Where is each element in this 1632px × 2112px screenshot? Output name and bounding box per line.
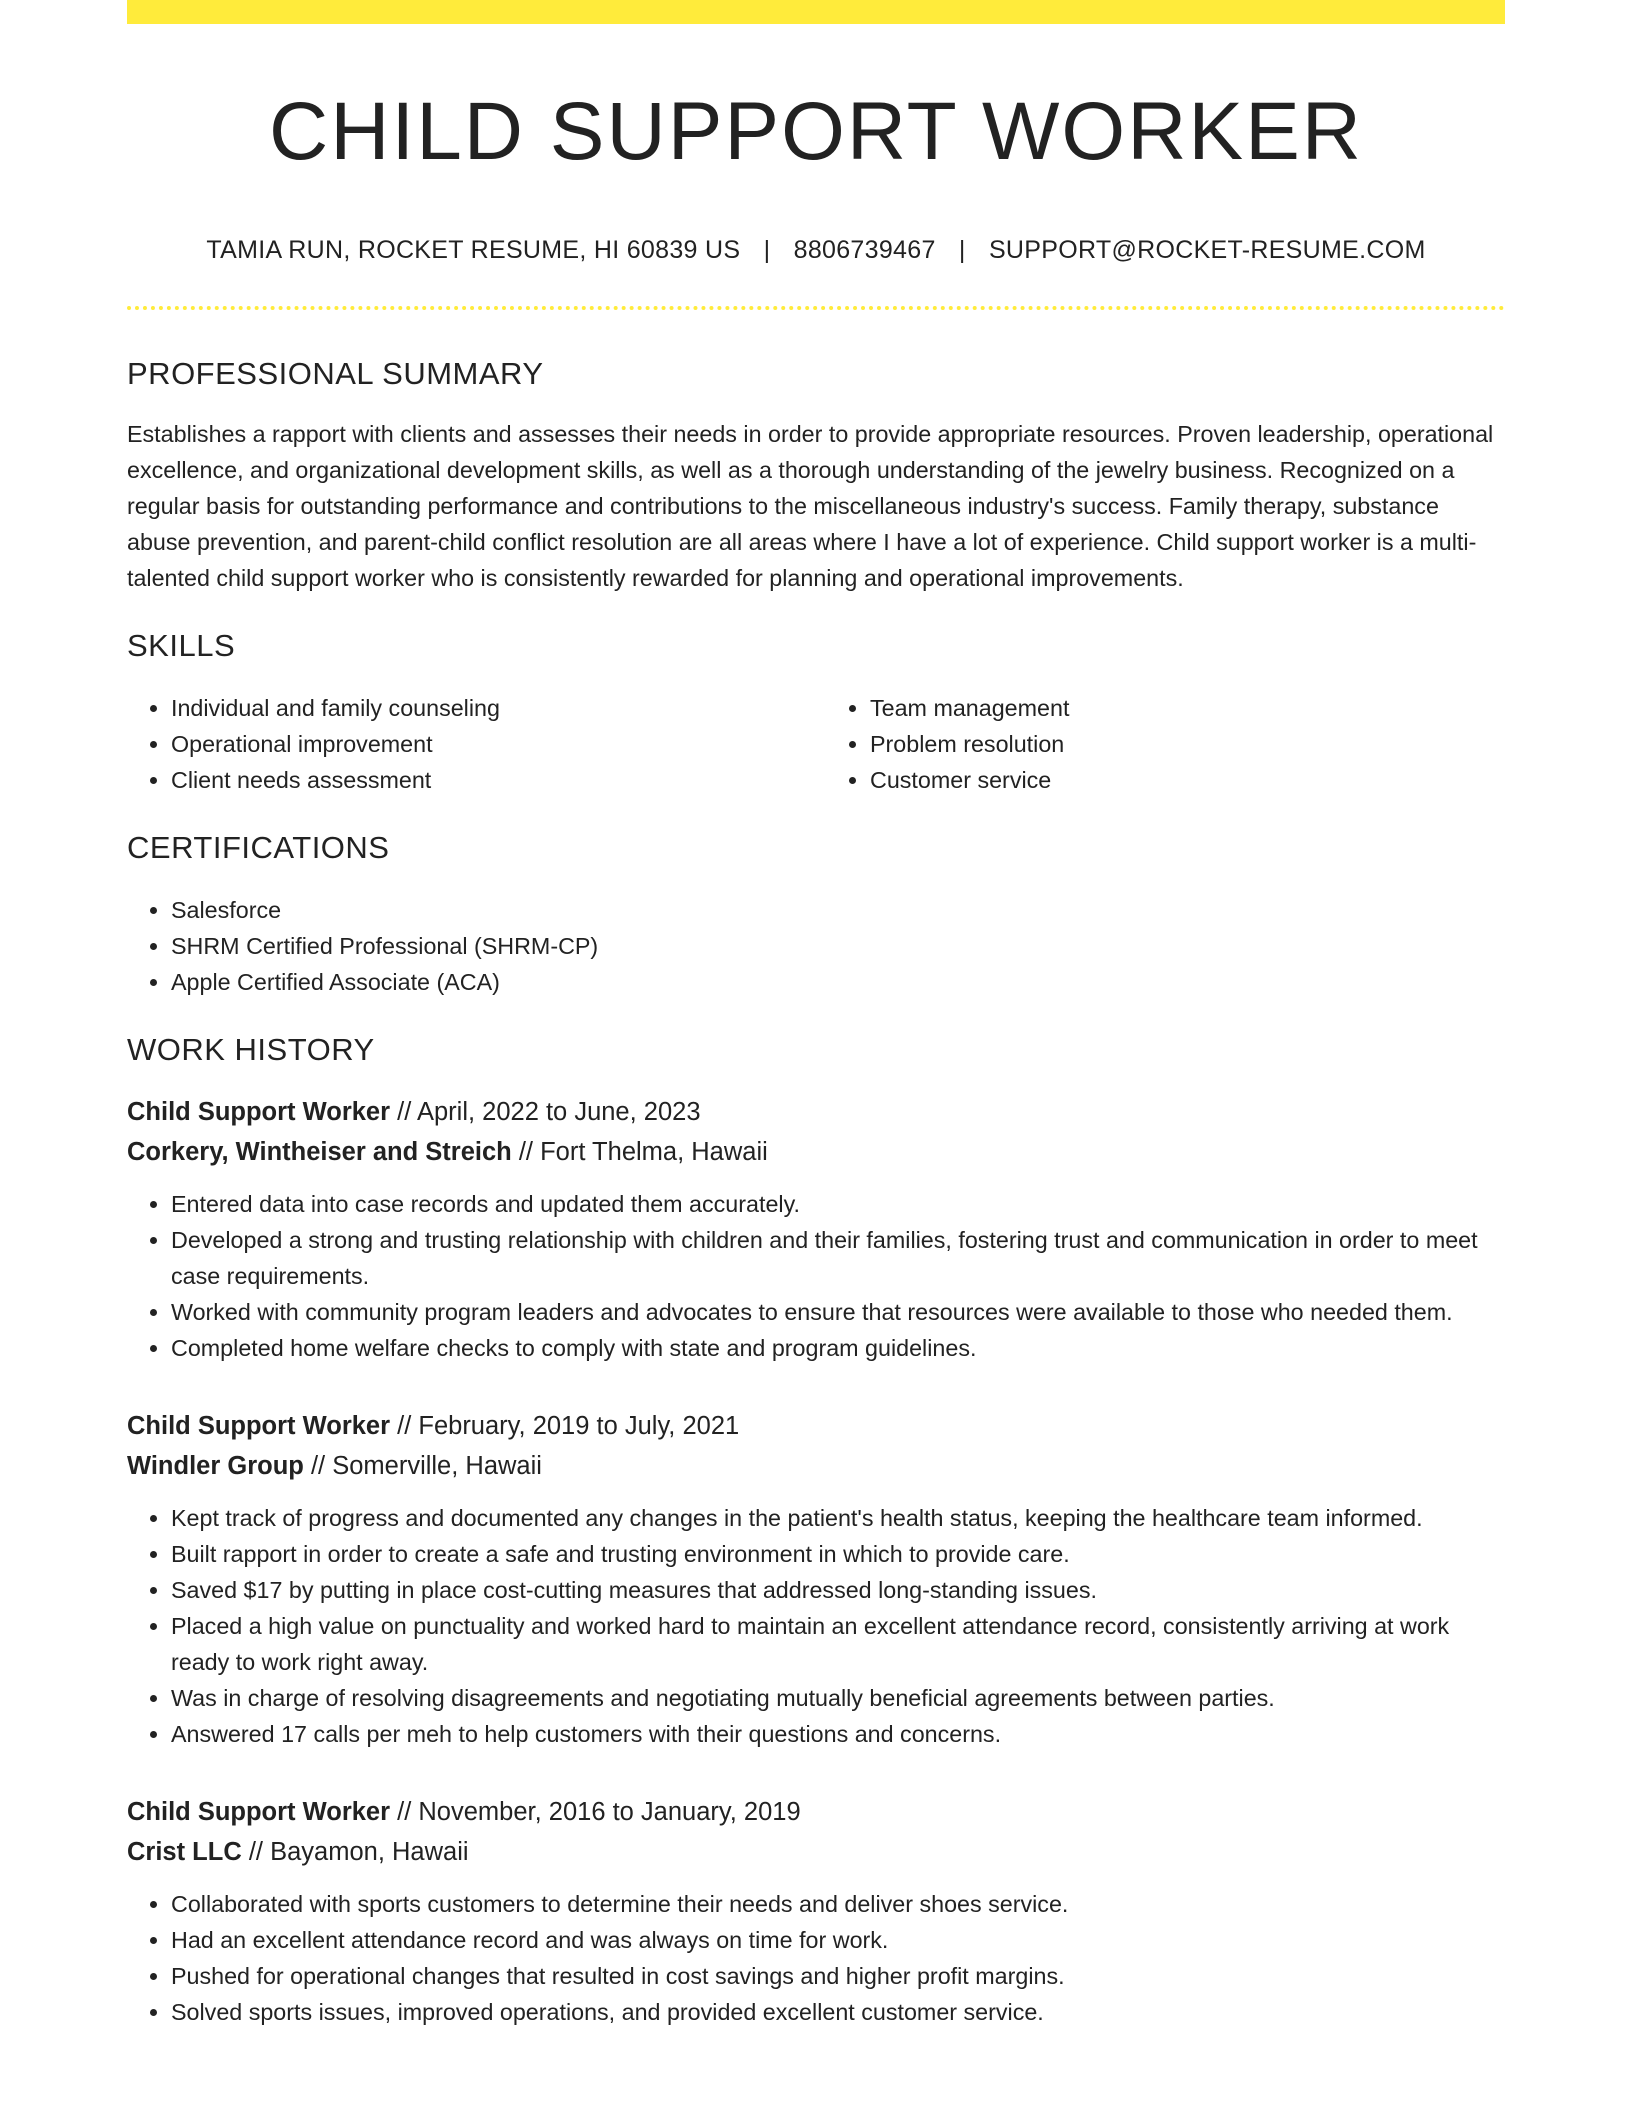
work-history-heading: WORK HISTORY (127, 1032, 375, 1067)
job-dates: // November, 2016 to January, 2019 (397, 1798, 801, 1826)
job-location: // Bayamon, Hawaii (248, 1838, 469, 1866)
skill-item: • Team management (870, 690, 1503, 726)
job-bullet: • Collaborated with sports customers to determine their needs and deliver shoes service. (171, 1886, 1505, 1922)
page-title: CHILD SUPPORT WORKER (268, 86, 1364, 177)
contact-address: TAMIA RUN, ROCKET RESUME, HI 60839 US (206, 236, 741, 264)
skills-left-column (127, 690, 804, 798)
job-bullets (127, 1500, 1505, 1752)
skills-right-column (804, 690, 1503, 798)
job-company: Windler Group (127, 1452, 304, 1480)
skills-heading: SKILLS (127, 628, 236, 663)
certifications-list (127, 892, 1505, 1000)
job-company: Corkery, Wintheiser and Streich (127, 1138, 512, 1166)
job-bullet: • Was in charge of resolving disagreements and negotiating mutually beneficial agreements between parties. (171, 1680, 1505, 1716)
job-bullet: • Kept track of progress and documented any changes in the patient's health status, keeping the healthcare team informed. (171, 1500, 1505, 1536)
job-bullets (127, 1186, 1505, 1366)
job-bullet: • Solved sports issues, improved operations, and provided excellent customer service. (171, 1994, 1505, 2030)
skill-item: • Problem resolution (870, 726, 1503, 762)
contact-separator: | (958, 236, 966, 264)
job-dates: // February, 2019 to July, 2021 (397, 1412, 740, 1440)
contact-separator: | (763, 236, 771, 264)
job-location: // Fort Thelma, Hawaii (518, 1138, 768, 1166)
job-bullet: • Worked with community program leaders and advocates to ensure that resources were available to those who needed them. (171, 1294, 1505, 1330)
skill-item: • Individual and family counseling (171, 690, 804, 726)
job-bullet: • Pushed for operational changes that resulted in cost savings and higher profit margins. (171, 1958, 1505, 1994)
job-title: Child Support Worker (127, 1798, 391, 1826)
contact-phone: 8806739467 (793, 236, 936, 264)
job-bullet: • Entered data into case records and updated them accurately. (171, 1186, 1505, 1222)
job-title-line (127, 1406, 1505, 1446)
job-dates: // April, 2022 to June, 2023 (397, 1098, 701, 1126)
summary-heading: PROFESSIONAL SUMMARY (127, 356, 544, 391)
job-bullet: • Completed home welfare checks to comply with state and program guidelines. (171, 1330, 1505, 1366)
job-bullet: • Placed a high value on punctuality and worked hard to maintain an excellent attendance record, consistently arriving at work ready to work right away. (171, 1608, 1505, 1680)
job-bullet: • Developed a strong and trusting relationship with children and their families, fostering trust and communication in order to meet case requirements. (171, 1222, 1505, 1294)
job-entry (127, 1792, 1505, 2030)
skill-item: • Operational improvement (171, 726, 804, 762)
job-title: Child Support Worker (127, 1412, 391, 1440)
job-entry (127, 1406, 1505, 1752)
certification-item: • Salesforce (171, 892, 1505, 928)
job-bullet: • Had an excellent attendance record and was always on time for work. (171, 1922, 1505, 1958)
resume-page (127, 0, 1505, 2030)
job-company-line (127, 1832, 1505, 1872)
job-title: Child Support Worker (127, 1098, 391, 1126)
skill-item: • Customer service (870, 762, 1503, 798)
job-location: // Somerville, Hawaii (310, 1452, 542, 1480)
dotted-divider (127, 306, 1505, 310)
job-title-line (127, 1792, 1505, 1832)
skill-item: • Client needs assessment (171, 762, 804, 798)
job-bullets (127, 1886, 1505, 2030)
job-entry (127, 1092, 1505, 1366)
job-company: Crist LLC (127, 1838, 242, 1866)
certifications-heading: CERTIFICATIONS (127, 830, 390, 865)
job-company-line (127, 1132, 1505, 1172)
certification-item: • Apple Certified Associate (ACA) (171, 964, 1505, 1000)
top-accent-bar (127, 0, 1505, 24)
job-bullet: • Built rapport in order to create a safe and trusting environment in which to provide care. (171, 1536, 1505, 1572)
skills-list (127, 690, 1505, 798)
contact-email: SUPPORT@ROCKET-RESUME.COM (988, 236, 1426, 264)
summary-text: Establishes a rapport with clients and assesses their needs in order to provide appropriate resources. Proven leadership, operational excellence, and organizational development skills, as well as a thorough understanding of the jewelry business. Recognized on a regular basis for outstanding performance and contributions to the miscellaneous industry's success. Family therapy, substance abuse prevention, and parent-child conflict resolution are all areas where I have a lot of experience. Child support worker is a multi-talented child support worker who is consistently rewarded for planning and operational improvements. (127, 421, 1494, 591)
job-bullet: • Answered 17 calls per meh to help customers with their questions and concerns. (171, 1716, 1505, 1752)
job-title-line (127, 1092, 1505, 1132)
contact-line (127, 234, 1505, 266)
job-bullet: • Saved $17 by putting in place cost-cutting measures that addressed long-standing issues. (171, 1572, 1505, 1608)
certification-item: • SHRM Certified Professional (SHRM-CP) (171, 928, 1505, 964)
job-company-line (127, 1446, 1505, 1486)
